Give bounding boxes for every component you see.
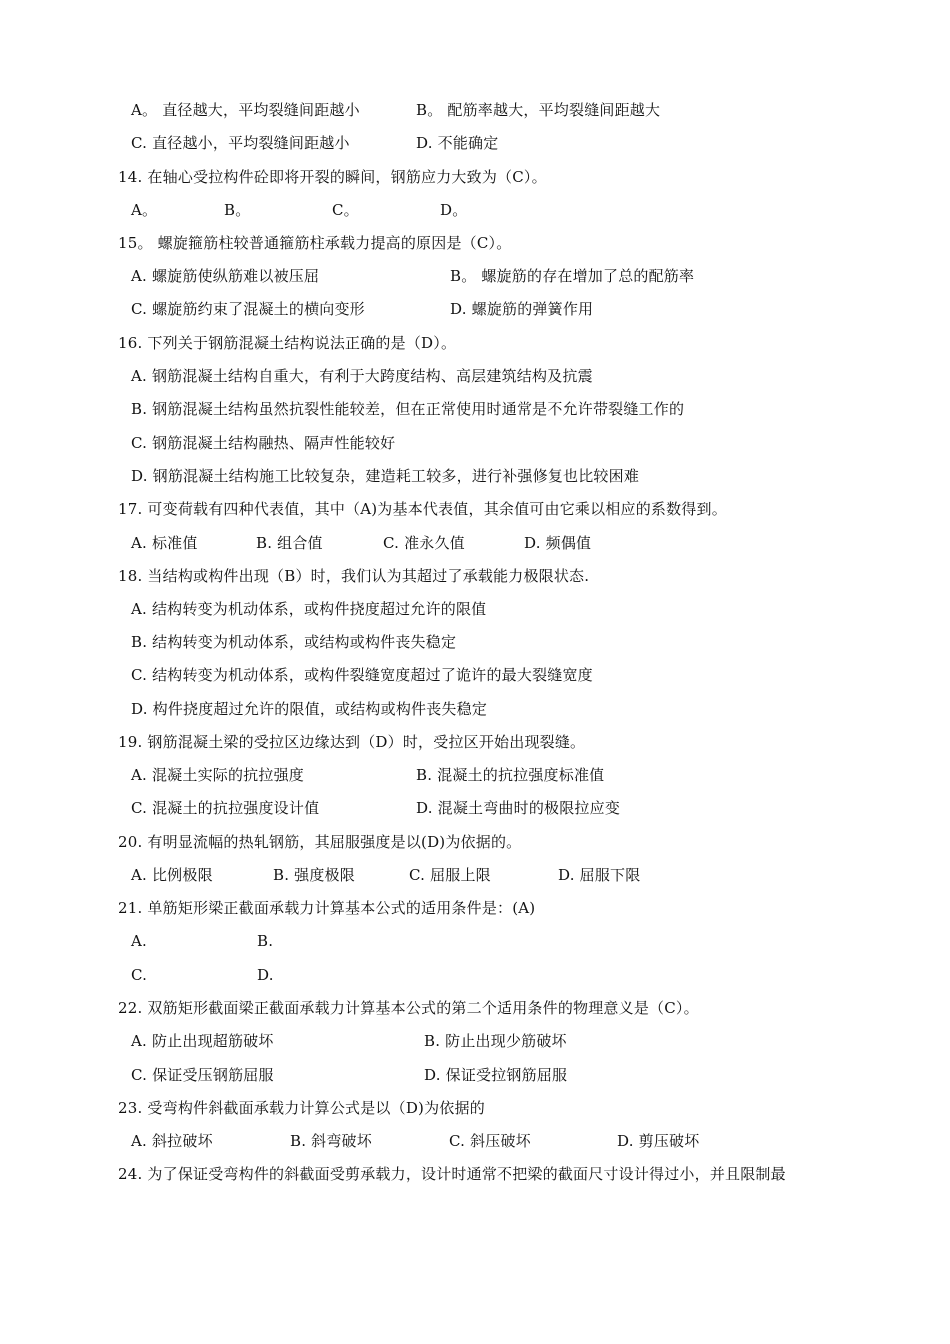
question-24: 24. 为了保证受弯构件的斜截面受剪承载力，设计时通常不把梁的截面尺寸设计得过小，并且限制最 (118, 1165, 786, 1183)
q13-option-b: B。 配筋率越大，平均裂缝间距越大 (416, 101, 661, 119)
q17-option-d: D. 频偶值 (524, 534, 592, 552)
question-21: 21. 单筋矩形梁正截面承载力计算基本公式的适用条件是：(A) (118, 899, 536, 917)
question-15: 15。 螺旋箍筋柱较普通箍筋柱承载力提高的原因是（C）。 (118, 234, 512, 252)
q20-option-c: C. 屈服上限 (409, 866, 491, 884)
q19-option-c: C. 混凝土的抗拉强度设计值 (131, 799, 320, 817)
q19-option-b: B. 混凝土的抗拉强度标准值 (416, 766, 605, 784)
q17-option-a: A. 标准值 (131, 534, 198, 552)
q18-option-a: A. 结构转变为机动体系，或构件挠度超过允许的限值 (131, 600, 487, 618)
question-20: 20. 有明显流幅的热轧钢筋，其屈服强度是以(D)为依据的。 (118, 833, 522, 851)
q21-option-c: C. (131, 966, 148, 984)
question-22: 22. 双筋矩形截面梁正截面承载力计算基本公式的第二个适用条件的物理意义是（C）。 (118, 999, 699, 1017)
q15-option-c: C. 螺旋筋约束了混凝土的横向变形 (131, 300, 365, 318)
question-17: 17. 可变荷载有四种代表值，其中（A)为基本代表值，其余值可由它乘以相应的系数得到。 (118, 500, 727, 518)
q19-option-a: A. 混凝土实际的抗拉强度 (131, 766, 304, 784)
question-23: 23. 受弯构件斜截面承载力计算公式是以（D)为依据的 (118, 1099, 485, 1117)
q20-option-a: A. 比例极限 (131, 866, 213, 884)
q14-option-d: D。 (440, 201, 468, 219)
q16-option-b: B. 钢筋混凝土结构虽然抗裂性能较差，但在正常使用时通常是不允许带裂缝工作的 (131, 400, 685, 418)
q22-option-a: A. 防止出现超筋破坏 (131, 1032, 274, 1050)
q21-option-a: A. (131, 932, 148, 950)
q13-option-a: A。 直径越大，平均裂缝间距越小 (131, 101, 360, 119)
q21-option-b: B. (257, 932, 274, 950)
question-14: 14. 在轴心受拉构件砼即将开裂的瞬间，钢筋应力大致为（C）。 (118, 168, 547, 186)
q16-option-a: A. 钢筋混凝土结构自重大，有利于大跨度结构、高层建筑结构及抗震 (131, 367, 593, 385)
q22-option-b: B. 防止出现少筋破坏 (424, 1032, 567, 1050)
q20-option-d: D. 屈服下限 (558, 866, 641, 884)
q13-option-c: C. 直径越小，平均裂缝间距越小 (131, 134, 350, 152)
q20-option-b: B. 强度极限 (273, 866, 355, 884)
q18-option-b: B. 结构转变为机动体系，或结构或构件丧失稳定 (131, 633, 457, 651)
q23-option-b: B. 斜弯破坏 (290, 1132, 372, 1150)
q14-option-c: C。 (332, 201, 359, 219)
q19-option-d: D. 混凝土弯曲时的极限拉应变 (416, 799, 621, 817)
q23-option-a: A. 斜拉破坏 (131, 1132, 213, 1150)
q21-option-d: D. (257, 966, 274, 984)
q18-option-c: C. 结构转变为机动体系，或构件裂缝宽度超过了诡许的最大裂缝宽度 (131, 666, 593, 684)
q16-option-d: D. 钢筋混凝土结构施工比较复杂，建造耗工较多，进行补强修复也比较困难 (131, 467, 640, 485)
q15-option-b: B。 螺旋筋的存在增加了总的配筋率 (450, 267, 695, 285)
q17-option-b: B. 组合值 (256, 534, 323, 552)
q23-option-d: D. 剪压破坏 (617, 1132, 700, 1150)
q18-option-d: D. 构件挠度超过允许的限值，或结构或构件丧失稳定 (131, 700, 488, 718)
q13-option-d: D. 不能确定 (416, 134, 499, 152)
q15-option-a: A. 螺旋筋使纵筋难以被压屈 (131, 267, 320, 285)
q22-option-d: D. 保证受拉钢筋屈服 (424, 1066, 568, 1084)
q14-option-b: B。 (224, 201, 251, 219)
question-18: 18. 当结构或构件出现（B）时，我们认为其超过了承载能力极限状态. (118, 567, 590, 585)
q22-option-c: C. 保证受压钢筋屈服 (131, 1066, 274, 1084)
question-16: 16. 下列关于钢筋混凝土结构说法正确的是（D）。 (118, 334, 457, 352)
q17-option-c: C. 准永久值 (383, 534, 465, 552)
q16-option-c: C. 钢筋混凝土结构融热、隔声性能较好 (131, 434, 396, 452)
q15-option-d: D. 螺旋筋的弹簧作用 (450, 300, 594, 318)
q14-option-a: A。 (131, 201, 158, 219)
question-19: 19. 钢筋混凝土梁的受拉区边缘达到（D）时，受拉区开始出现裂缝。 (118, 733, 586, 751)
q23-option-c: C. 斜压破坏 (449, 1132, 531, 1150)
